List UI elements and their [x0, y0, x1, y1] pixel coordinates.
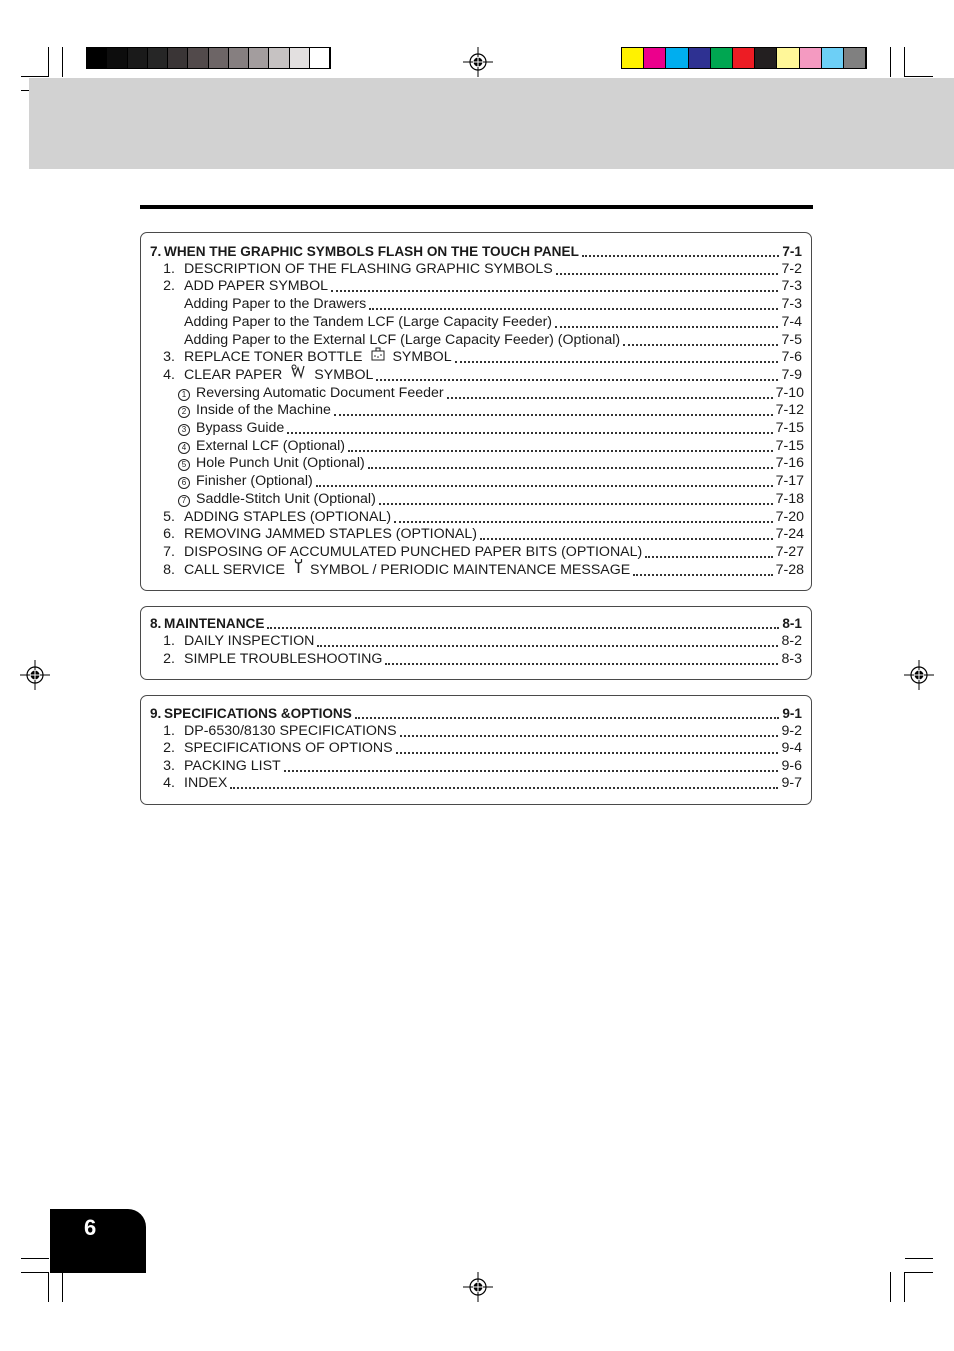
toc-entry-title: Hole Punch Unit (Optional) — [196, 455, 365, 472]
toc-entry-title: Adding Paper to the External LCF (Large Capacity Feeder) (Optional) — [184, 331, 621, 348]
grayscale-calibration-strip — [86, 47, 331, 69]
color-swatch — [644, 48, 666, 68]
dot-leader — [396, 740, 779, 754]
toc-entry — [150, 385, 804, 402]
dot-leader — [355, 705, 780, 719]
toc-entry-number-circled: 4 — [178, 442, 190, 454]
toc-entry — [150, 314, 802, 331]
toc-entry-number: 1. — [163, 633, 175, 649]
toc-entry-page: 7-18 — [775, 490, 804, 507]
toc-entry-title: REPLACE TONER BOTTLE — [184, 349, 363, 366]
dot-leader — [376, 367, 778, 381]
toc-entry-title: MAINTENANCE — [164, 616, 265, 631]
registration-mark-right — [904, 660, 934, 690]
toc-entry-title: ADD PAPER SYMBOL — [184, 278, 329, 295]
toc-entry-number — [150, 443, 196, 455]
toc-entry-title: CALL SERVICE — [184, 561, 285, 578]
color-swatch — [800, 48, 822, 68]
toc-entry-title: DISPOSING OF ACCUMULATED PUNCHED PAPER BITS (OPTIONAL) — [184, 543, 643, 560]
dot-leader — [400, 723, 779, 737]
toc-entry-page: 7-15 — [775, 437, 804, 454]
toc-entry-page: 8-3 — [781, 651, 802, 667]
dot-leader — [556, 261, 779, 275]
toc-entry — [150, 402, 804, 419]
dot-leader — [267, 615, 779, 629]
toc-entry-title: DAILY INSPECTION — [184, 633, 315, 649]
toc-entry-page: 7-4 — [781, 313, 802, 330]
toc-entry-page: 7-9 — [781, 366, 802, 383]
toc-entry-title-suffix: SYMBOL — [392, 349, 452, 366]
toc-entry — [150, 740, 802, 757]
toc-entry-number: 9. — [150, 706, 162, 721]
toc-entry — [150, 455, 804, 472]
toc-entry-page: 7-20 — [775, 508, 804, 525]
toner-bottle-icon — [371, 347, 385, 366]
toc-entry-title: Bypass Guide — [196, 420, 285, 436]
paper-jam-icon — [291, 364, 307, 384]
toc-entry-number-circled: 2 — [178, 406, 190, 418]
toc-entry-title: SIMPLE TROUBLESHOOTING — [184, 651, 383, 667]
color-swatch — [711, 48, 733, 68]
dot-leader — [287, 420, 772, 434]
toc-entry — [150, 526, 804, 543]
color-swatch — [733, 48, 755, 68]
toc-entry — [150, 509, 804, 526]
toc-entry — [150, 491, 804, 508]
dot-leader — [348, 438, 773, 452]
color-calibration-strip — [621, 47, 867, 69]
toc-entry — [150, 278, 802, 295]
toc-entry-page: 7-27 — [775, 543, 804, 560]
toc-entry-page: 7-5 — [781, 331, 802, 348]
toc-entry — [150, 562, 804, 579]
toc-entry-title: ADDING STAPLES (OPTIONAL) — [184, 508, 392, 525]
toc-entry-number — [150, 407, 196, 419]
color-swatch — [822, 48, 844, 68]
toc-entry-page: 9-7 — [781, 775, 802, 792]
toc-entry — [150, 633, 802, 650]
toc-entry — [150, 651, 802, 668]
dot-leader — [284, 758, 779, 772]
toc-entry-title: External LCF (Optional) — [196, 437, 346, 454]
toc-entry-number: 4. — [163, 775, 175, 792]
toc-entry-number — [150, 425, 196, 437]
dot-leader — [582, 243, 779, 257]
toc-entry-number: 8. — [163, 561, 175, 578]
toc-entry-number: 3. — [163, 757, 175, 774]
page-number-tab — [50, 1209, 146, 1273]
toc-entry-number: 1. — [163, 722, 175, 739]
toc-entry-number — [150, 460, 196, 472]
toc-entry — [150, 332, 802, 349]
toc-entry-title: PACKING LIST — [184, 757, 281, 774]
color-swatch — [777, 48, 799, 68]
toc-entry-page: 9-4 — [781, 740, 802, 757]
toc-entry — [150, 296, 802, 313]
gray-swatch — [229, 48, 249, 68]
toc-entry — [150, 473, 804, 490]
toc-entry-number: 1. — [163, 260, 175, 277]
toc-heading — [150, 705, 802, 722]
toc-entry-page: 8-1 — [782, 616, 802, 631]
color-swatch — [622, 48, 644, 68]
gray-swatch — [107, 48, 127, 68]
toc-entry-number: 2. — [163, 651, 175, 667]
dot-leader — [368, 455, 773, 469]
toc-entry-title: DESCRIPTION OF THE FLASHING GRAPHIC SYMBOLS — [184, 260, 553, 277]
page-number: 6 — [84, 1215, 97, 1240]
dot-leader — [455, 349, 779, 363]
toc-entry-number: 7. — [150, 244, 162, 259]
toc-entry-page: 7-3 — [781, 278, 802, 295]
toc-entry — [150, 758, 802, 775]
toc-entry-page: 7-16 — [775, 455, 804, 472]
dot-leader — [555, 314, 778, 328]
toc-entry-number: 4. — [163, 366, 175, 383]
toc-entry — [150, 261, 802, 278]
registration-mark-top — [463, 47, 493, 77]
toc-entry-title: REMOVING JAMMED STAPLES (OPTIONAL) — [184, 526, 477, 543]
toc-entry-title: CLEAR PAPER — [184, 366, 283, 383]
toc-entry-title: Inside of the Machine — [196, 402, 331, 419]
toc-entry-page: 7-10 — [775, 384, 804, 401]
gray-swatch — [168, 48, 188, 68]
color-swatch — [666, 48, 688, 68]
toc-heading — [150, 615, 802, 632]
toc-entry-title: SPECIFICATIONS OF OPTIONS — [184, 740, 393, 757]
gray-swatch — [148, 48, 168, 68]
header-band — [29, 78, 954, 169]
toc-entry-page: 7-17 — [775, 473, 804, 490]
gray-swatch — [310, 48, 330, 68]
toc-entry-number: 5. — [163, 508, 175, 525]
gray-swatch — [209, 48, 229, 68]
toc-entry-page: 7-6 — [781, 349, 802, 366]
gray-swatch — [269, 48, 289, 68]
toc-entry-page: 7-28 — [775, 561, 804, 578]
wrench-icon — [294, 558, 303, 579]
registration-mark-left — [20, 660, 50, 690]
dot-leader — [447, 385, 773, 399]
toc-entry-number: 2. — [163, 740, 175, 757]
registration-mark-bottom — [463, 1272, 493, 1302]
toc-entry — [150, 544, 804, 561]
toc-entry-title-suffix: SYMBOL / PERIODIC MAINTENANCE MESSAGE — [309, 561, 631, 578]
toc-entry-number — [150, 390, 196, 402]
dot-leader — [379, 491, 773, 505]
toc-entry-title: Reversing Automatic Document Feeder — [196, 384, 444, 401]
toc-entry-page: 9-2 — [781, 722, 802, 739]
toc-entry-number — [150, 478, 196, 490]
toc-entry-number — [150, 496, 196, 508]
dot-leader — [230, 775, 778, 789]
color-swatch — [755, 48, 777, 68]
toc-entry-number-circled: 1 — [178, 389, 190, 401]
toc-entry-number: 7. — [163, 543, 175, 560]
dot-leader — [645, 544, 772, 558]
toc-entry-title-suffix: SYMBOL — [314, 366, 374, 383]
toc-entry — [150, 723, 802, 740]
toc-entry-page: 7-12 — [775, 402, 804, 419]
color-swatch — [844, 48, 866, 68]
toc-entry-page: 7-1 — [782, 244, 802, 259]
toc-entry-number: 6. — [163, 526, 175, 543]
toc-entry-title: SPECIFICATIONS &OPTIONS — [164, 706, 352, 721]
gray-swatch — [188, 48, 208, 68]
toc-entry-page: 9-6 — [781, 757, 802, 774]
toc-entry-page: 7-24 — [775, 526, 804, 543]
gray-swatch — [87, 48, 107, 68]
toc-entry-page: 7-2 — [781, 260, 802, 277]
dot-leader — [623, 332, 778, 346]
dot-leader — [480, 526, 773, 540]
toc-section-8 — [140, 606, 812, 680]
toc-heading — [150, 243, 802, 260]
toc-entry — [150, 367, 802, 384]
toc-entry-title: Saddle-Stitch Unit (Optional) — [196, 490, 376, 507]
toc-entry-number: 8. — [150, 616, 162, 631]
toc-entry-title: Finisher (Optional) — [196, 473, 313, 490]
toc-entry-title: DP-6530/8130 SPECIFICATIONS — [184, 722, 397, 739]
dot-leader — [385, 651, 778, 665]
toc-entry-page: 7-15 — [775, 420, 804, 436]
toc-section-9 — [140, 695, 812, 805]
toc-entry-title: INDEX — [184, 775, 228, 792]
dot-leader — [633, 562, 772, 576]
title-rule — [140, 205, 813, 209]
toc-entry-page: 8-2 — [781, 633, 802, 649]
toc-entry-page: 9-1 — [782, 706, 802, 721]
toc-entry-title: Adding Paper to the Drawers — [184, 296, 367, 313]
gray-swatch — [128, 48, 148, 68]
toc-entry-number-circled: 7 — [178, 495, 190, 507]
toc-entry-number: 3. — [163, 349, 175, 366]
toc-section-7 — [140, 232, 812, 591]
dot-leader — [334, 402, 773, 416]
dot-leader — [316, 473, 773, 487]
dot-leader — [394, 509, 773, 523]
toc-entry — [150, 438, 804, 455]
toc-entry — [150, 420, 804, 437]
dot-leader — [317, 633, 778, 647]
toc-entry-number-circled: 3 — [178, 424, 190, 436]
toc-entry-title: WHEN THE GRAPHIC SYMBOLS FLASH ON THE TOUCH PANEL — [164, 244, 579, 259]
toc-entry-title: Adding Paper to the Tandem LCF (Large Capacity Feeder) — [184, 313, 553, 330]
toc-entry-number-circled: 5 — [178, 459, 190, 471]
toc-entry-page: 7-3 — [781, 296, 802, 313]
color-swatch — [689, 48, 711, 68]
toc-entry — [150, 775, 802, 792]
dot-leader — [331, 278, 778, 292]
toc-entry-number-circled: 6 — [178, 477, 190, 489]
gray-swatch — [249, 48, 269, 68]
toc-entry — [150, 349, 802, 366]
dot-leader — [369, 296, 778, 310]
gray-swatch — [290, 48, 310, 68]
toc-entry-number: 2. — [163, 278, 175, 295]
